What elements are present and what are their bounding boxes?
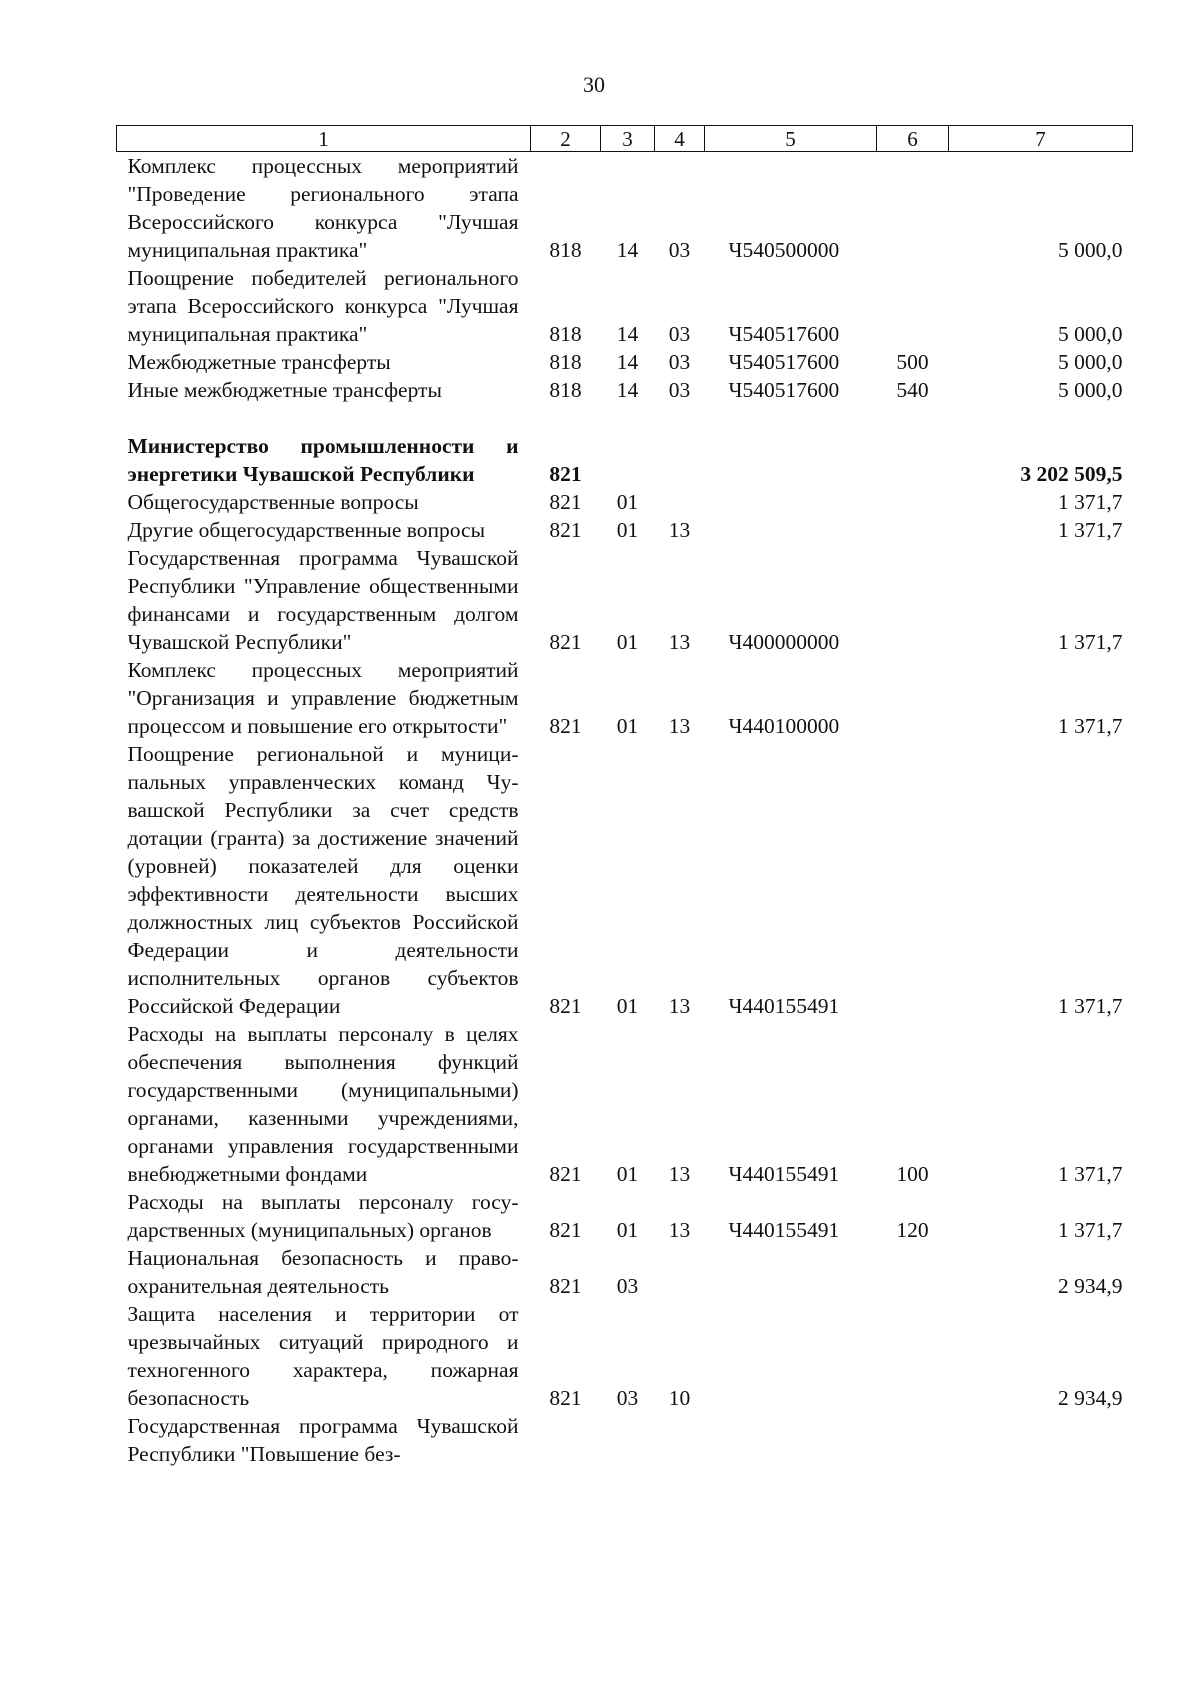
section-code: 01: [616, 994, 639, 1018]
expense-type-code: [877, 1244, 949, 1300]
ministry-code: 821: [549, 714, 582, 738]
expense-type-code: 500: [896, 350, 929, 374]
expense-type-code: [877, 516, 949, 544]
item-name: Поощрение победителей регионального этапа Всероссийского конкурса "Лучшая муниципальная практика": [127, 266, 519, 346]
item-name: Другие общегосударственные вопросы: [127, 518, 486, 542]
section-code: 01: [616, 630, 639, 654]
spacer-cell: [117, 404, 1133, 432]
table-row: [117, 264, 1133, 348]
section-code: 14: [616, 238, 639, 262]
target-article-code: [705, 516, 877, 544]
section-code: 01: [616, 1218, 639, 1242]
amount: 5 000,0: [1058, 238, 1123, 262]
column-header-4: 4: [655, 126, 705, 152]
amount: 1 371,7: [1058, 630, 1123, 654]
table-row: [117, 152, 1133, 265]
ministry-code: 821: [549, 1162, 582, 1186]
amount: 5 000,0: [1058, 378, 1123, 402]
subsection-code: [655, 1244, 705, 1300]
section-code: [601, 1412, 655, 1468]
amount: 1 371,7: [1058, 1162, 1123, 1186]
expense-type-code: [877, 152, 949, 265]
target-article-code: Ч540517600: [728, 350, 840, 374]
section-code: 14: [616, 378, 639, 402]
target-article-code: [705, 432, 877, 488]
ministry-row: [117, 432, 1133, 488]
ministry-code: 821: [549, 994, 582, 1018]
ministry-code: 821: [549, 462, 582, 486]
ministry-code: 821: [549, 1218, 582, 1242]
subsection-code: 13: [668, 1218, 691, 1242]
section-code: 01: [616, 490, 639, 514]
table-row: [117, 544, 1133, 656]
amount: 5 000,0: [1058, 350, 1123, 374]
target-article-code: [705, 1244, 877, 1300]
item-name: Общегосударственные вопросы: [127, 490, 419, 514]
expense-type-code: 100: [896, 1162, 929, 1186]
amount: 1 371,7: [1058, 994, 1123, 1018]
table-row: [117, 1244, 1133, 1300]
subsection-code: [655, 432, 705, 488]
expense-type-code: [877, 488, 949, 516]
target-article-code: Ч440155491: [728, 1162, 840, 1186]
table-body: [117, 152, 1133, 1469]
ministry-code: 821: [549, 1274, 582, 1298]
subsection-code: [655, 1412, 705, 1468]
table-row: [117, 1300, 1133, 1412]
target-article-code: Ч540517600: [728, 322, 840, 346]
item-name: Защита населения и территории от чрезвычайных ситуаций природного и техногенного характера, пожарная безопасность: [127, 1302, 519, 1410]
item-name: Расходы на выплаты персоналу в целях обеспечения выполнения функций государственными (муниципальными) органами, казенными учреждениями, органами управления государственными внебюджетными фондами: [127, 1022, 519, 1186]
ministry-code: 818: [549, 322, 582, 346]
section-code: 01: [616, 1162, 639, 1186]
item-name: Национальная безопасность и правоохранительная деятельность: [127, 1246, 519, 1298]
amount: 1 371,7: [1058, 1218, 1123, 1242]
section-code: 01: [616, 714, 639, 738]
expense-type-code: [877, 740, 949, 1020]
section-code: [601, 432, 655, 488]
table-row: [117, 656, 1133, 740]
expense-type-code: [877, 432, 949, 488]
expense-type-code: [877, 264, 949, 348]
page-number: 30: [583, 72, 605, 97]
expense-type-code: [877, 544, 949, 656]
table-row: [117, 1188, 1133, 1244]
subsection-code: 03: [668, 322, 691, 346]
amount: 2 934,9: [1058, 1386, 1123, 1410]
item-name: Государственная программа Чувашской Республики "Управление общественными финансами и государственным долгом Чувашской Республики": [127, 546, 519, 654]
subsection-code: [655, 488, 705, 516]
section-code: 01: [616, 518, 639, 542]
table-row: [117, 376, 1133, 404]
section-code: 14: [616, 322, 639, 346]
subsection-code: 13: [668, 994, 691, 1018]
expense-type-code: [877, 656, 949, 740]
column-header-7: 7: [949, 126, 1133, 152]
ministry-code: 818: [549, 238, 582, 262]
ministry-code: 821: [549, 1386, 582, 1410]
budget-table: [116, 125, 1133, 1468]
column-header-1: 1: [117, 126, 531, 152]
item-name: Министерство промышленности и энергетики Чувашской Республики: [127, 434, 519, 486]
section-code: 03: [616, 1274, 639, 1298]
column-number-row: [117, 126, 1133, 152]
expense-type-code: [877, 1300, 949, 1412]
spacer-row: [117, 404, 1133, 432]
section-code: 03: [616, 1386, 639, 1410]
table-row: [117, 740, 1133, 1020]
subsection-code: 13: [668, 1162, 691, 1186]
table-row: [117, 488, 1133, 516]
column-header-2: 2: [531, 126, 601, 152]
item-name: Расходы на выплаты персоналу государственных (муниципальных) органов: [127, 1190, 519, 1242]
ministry-code: 818: [549, 378, 582, 402]
ministry-code: 821: [549, 630, 582, 654]
column-header-5: 5: [705, 126, 877, 152]
subsection-code: 13: [668, 518, 691, 542]
column-header-6: 6: [877, 126, 949, 152]
target-article-code: [705, 1412, 877, 1468]
ministry-code: 818: [549, 350, 582, 374]
target-article-code: Ч440100000: [728, 714, 840, 738]
amount: 1 371,7: [1058, 490, 1123, 514]
table-header: [117, 126, 1133, 152]
item-name: Поощрение региональной и муниципальных управленческих команд Чувашской Республики за счет средств дотации (гранта) за достижение значений (уровней) показателей для оценки эффективности деятельности высших должностных лиц субъектов Российской Федерации и деятельности исполнительных органов субъектов Российской Федерации: [127, 742, 519, 1018]
item-name: Государственная программа Чувашской Республики "Повышение без-: [127, 1414, 519, 1466]
target-article-code: Ч440155491: [728, 1218, 840, 1242]
item-name: Комплекс процессных мероприятий "Организация и управление бюджетным процессом и повышение его открытости": [127, 658, 519, 738]
ministry-code: [531, 1412, 601, 1468]
item-name: Комплекс процессных мероприятий "Проведение регионального этапа Всероссийского конкурса "Лучшая муниципальная практика": [127, 154, 519, 262]
subsection-code: 10: [668, 1386, 691, 1410]
table-row: [117, 1412, 1133, 1468]
target-article-code: [705, 488, 877, 516]
target-article-code: [705, 1300, 877, 1412]
amount: [949, 1412, 1133, 1468]
ministry-code: 821: [549, 518, 582, 542]
subsection-code: 13: [668, 714, 691, 738]
amount: 2 934,9: [1058, 1274, 1123, 1298]
subsection-code: 03: [668, 378, 691, 402]
amount: 5 000,0: [1058, 322, 1123, 346]
subsection-code: 03: [668, 238, 691, 262]
amount: 1 371,7: [1058, 714, 1123, 738]
subsection-code: 13: [668, 630, 691, 654]
table-row: [117, 348, 1133, 376]
ministry-code: 821: [549, 490, 582, 514]
amount: 1 371,7: [1058, 518, 1123, 542]
table-row: [117, 1020, 1133, 1188]
target-article-code: Ч540500000: [728, 238, 840, 262]
table-row: [117, 516, 1133, 544]
amount: 3 202 509,5: [1020, 462, 1123, 486]
subsection-code: 03: [668, 350, 691, 374]
item-name: Иные межбюджетные трансферты: [127, 378, 442, 402]
target-article-code: Ч540517600: [728, 378, 840, 402]
expense-type-code: 540: [896, 378, 929, 402]
target-article-code: Ч400000000: [728, 630, 840, 654]
item-name: Межбюджетные трансферты: [127, 350, 391, 374]
expense-type-code: 120: [896, 1218, 929, 1242]
expense-type-code: [877, 1412, 949, 1468]
section-code: 14: [616, 350, 639, 374]
target-article-code: Ч440155491: [728, 994, 840, 1018]
column-header-3: 3: [601, 126, 655, 152]
